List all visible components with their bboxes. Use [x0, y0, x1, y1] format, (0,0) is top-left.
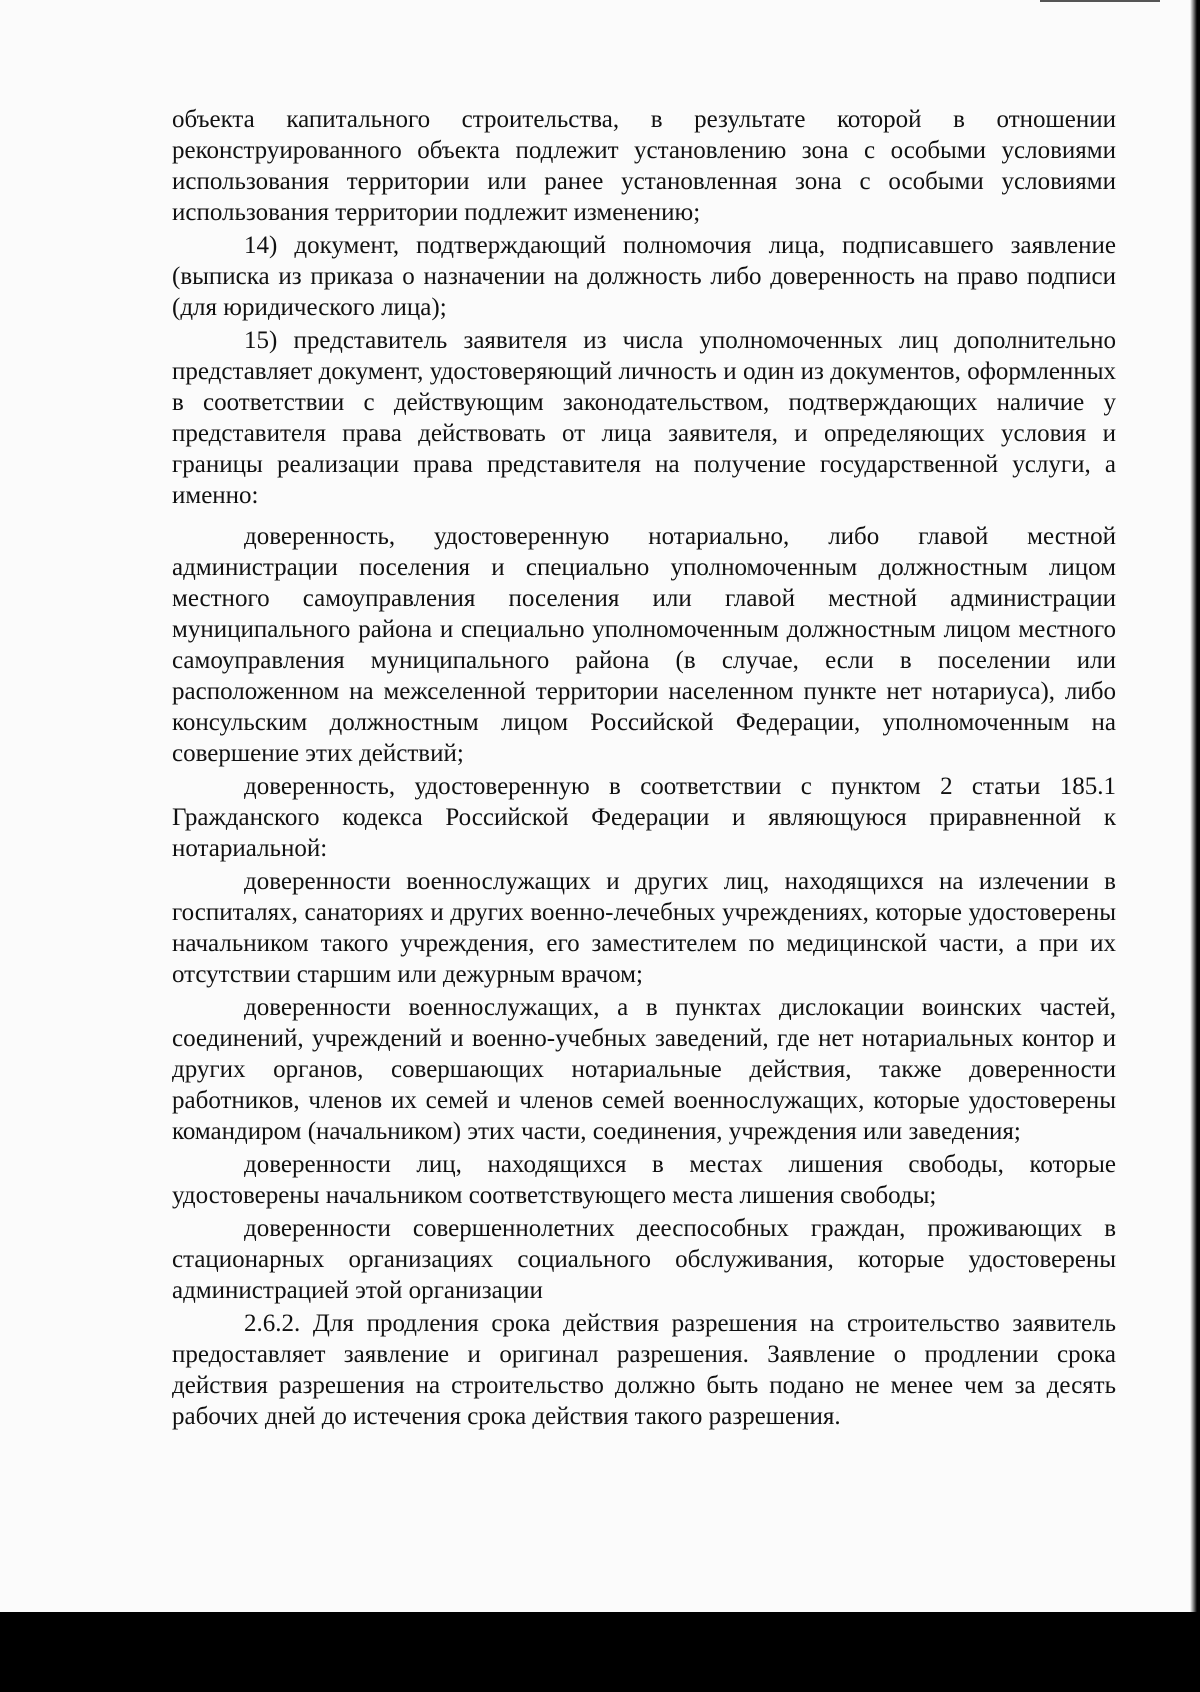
- scan-bottom-band: [0, 1612, 1200, 1692]
- scan-edge-mark: [1040, 0, 1160, 2]
- paragraph-continuation: объекта капитального строительства, в результате которой в отношении реконструированного объекта подлежит установлению зона с особыми условиями использования территории или ранее установленная зона с особыми условиями использования территории подлежит изменению;: [172, 106, 1116, 226]
- paragraph-social-care-attorneys: доверенности совершеннолетних дееспособных граждан, проживающих в стационарных организациях социального обслуживания, которые удостоверены администрацией этой организации: [172, 1215, 1116, 1304]
- paragraph-section-2-6-2: 2.6.2. Для продления срока действия разрешения на строительство заявитель предоставляет заявление и оригинал разрешения. Заявление о продлении срока действия разрешения на строительство должно быть подано не менее чем за десять рабочих дней до истечения срока действия такого разрешения.: [172, 1310, 1116, 1430]
- paragraph-article-185-1: доверенность, удостоверенную в соответствии с пунктом 2 статьи 185.1 Гражданского кодекса Российской Федерации и являющуюся приравненной к нотариальной:: [172, 773, 1116, 862]
- paragraph-item-14: 14) документ, подтверждающий полномочия лица, подписавшего заявление (выписка из приказа о назначении на должность либо доверенность на право подписи (для юридического лица);: [172, 232, 1116, 321]
- scan-right-edge: [1190, 0, 1200, 1692]
- paragraph-military-attorneys: доверенности военнослужащих, а в пунктах дислокации воинских частей, соединений, учреждений и военно-учебных заведений, где нет нотариальных контор и других органов, совершающих нотариальные действия, также доверенности работников, членов их семей и членов семей военнослужащих, которые удостоверены командиром (начальником) этих части, соединения, учреждения или заведения;: [172, 994, 1116, 1145]
- paragraph-detention-attorneys: доверенности лиц, находящихся в местах лишения свободы, которые удостоверены начальником соответствующего места лишения свободы;: [172, 1151, 1116, 1209]
- document-body: [172, 104, 1116, 1432]
- paragraph-hospital-attorneys: доверенности военнослужащих и других лиц, находящихся на излечении в госпиталях, санаториях и других военно-лечебных учреждениях, которые удостоверены начальником такого учреждения, его заместителем по медицинской части, а при их отсутствии старшим или дежурным врачом;: [172, 868, 1116, 988]
- paragraph-notarial-power-of-attorney: доверенность, удостоверенную нотариально, либо главой местной администрации поселения и специально уполномоченным должностным лицом местного самоуправления поселения или главой местной администрации муниципального района и специально уполномоченным должностным лицом местного самоуправления муниципального района (в случае, если в поселении или расположенном на межселенной территории населенном пункте нет нотариуса), либо консульским должностным лицом Российской Федерации, уполномоченным на совершение этих действий;: [172, 523, 1116, 767]
- paragraph-item-15: 15) представитель заявителя из числа уполномоченных лиц дополнительно представляет документ, удостоверяющий личность и один из документов, оформленных в соответствии с действующим законодательством, подтверждающих наличие у представителя права действовать от лица заявителя, и определяющих условия и границы реализации права представителя на получение государственной услуги, а именно:: [172, 327, 1116, 509]
